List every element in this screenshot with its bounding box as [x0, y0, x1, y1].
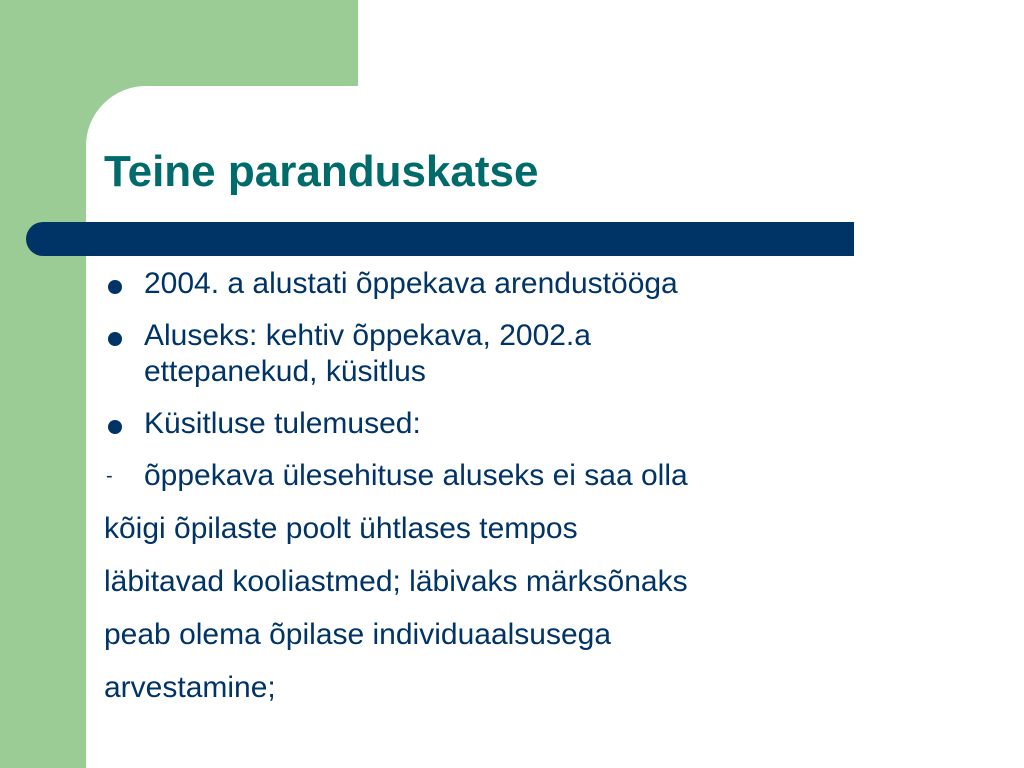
bullet-dot-icon [108, 280, 122, 294]
continuation-line-2: läbitavad kooliastmed; läbivaks märksõnaks [104, 565, 688, 598]
bullet-text: 2004. a alustati õppekava arendustööga [144, 267, 678, 300]
bullet-text-line2: ettepanekud, küsitlus [144, 355, 426, 388]
bullet-item-1 [104, 266, 904, 302]
bullet-item-2 [104, 318, 904, 390]
top-green-block [0, 0, 358, 86]
slide-body [104, 266, 904, 723]
bullet-item-3 [104, 406, 904, 442]
dash-item-text: õppekava ülesehituse aluseks ei saa olla [144, 459, 688, 492]
slide-title: Teine paranduskatse [104, 147, 539, 196]
continuation-line-3: peab olema õpilase individuaalsusega [104, 618, 612, 651]
bullet-dot-icon [108, 420, 122, 434]
title-underline-bar [26, 222, 854, 256]
left-green-strip [0, 0, 86, 768]
dash-marker: - [106, 465, 113, 487]
continuation-line-4: arvestamine; [104, 671, 276, 704]
bullet-text: Küsitluse tulemused: [144, 407, 421, 440]
bullet-text-line1: Aluseks: kehtiv õppekava, 2002.a [144, 319, 591, 352]
continuation-line-1: kõigi õpilaste poolt ühtlases tempos [104, 512, 578, 545]
bullet-dot-icon [108, 332, 122, 346]
dash-item [104, 458, 904, 494]
